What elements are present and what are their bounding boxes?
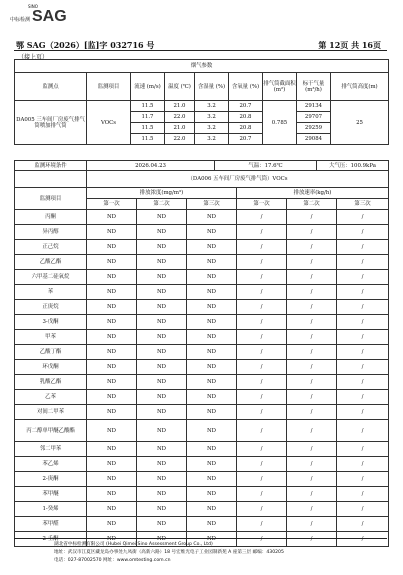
table-cell: /: [337, 487, 389, 502]
table-cell: /: [337, 330, 389, 345]
compound-name: 甲苯: [15, 330, 87, 345]
table-cell: ND: [87, 300, 137, 315]
table-cell: /: [337, 345, 389, 360]
table-cell: /: [287, 532, 337, 547]
monitoring-point: DA005 三车间厂房废气排气筒喷加排气筒: [15, 101, 87, 145]
compound-name: 丙酮: [15, 210, 87, 225]
table-row: [15, 502, 389, 517]
footer-address: 地址：武汉市江夏区藏龙岛办事处九凤街（高新六路）18 号宏维光电子工业园制新苑 A 座第三层 邮编：430205: [54, 550, 284, 555]
table-cell: 3.2: [195, 134, 229, 145]
table-row: [15, 360, 389, 375]
table-cell: ND: [187, 315, 237, 330]
table-cell: ND: [137, 487, 187, 502]
col-header: 含氧量 (%): [229, 73, 263, 101]
table-cell: ND: [137, 360, 187, 375]
table-cell: /: [237, 517, 287, 532]
table-cell: /: [287, 240, 337, 255]
table-cell: 20.7: [229, 134, 263, 145]
col-header: 排气筒高度(m): [331, 73, 389, 101]
table-row: [15, 390, 389, 405]
table-cell: ND: [87, 225, 137, 240]
sub-header: 第二次: [137, 199, 187, 210]
table-cell: /: [237, 210, 287, 225]
table-cell: /: [337, 405, 389, 420]
table-cell: /: [237, 240, 287, 255]
table-title: （DA006 五车间厂房废气排气筒）VOCs: [87, 171, 389, 188]
table-cell: 21.0: [165, 123, 195, 134]
table-cell: /: [237, 390, 287, 405]
table-row: [15, 487, 389, 502]
env-temperature: 气温：17.6℃: [215, 161, 317, 171]
table-cell: /: [337, 457, 389, 472]
table-cell: /: [237, 270, 287, 285]
env-date: 2026.04.23: [87, 161, 215, 171]
compound-name: 1-癸烯: [15, 502, 87, 517]
table-cell: 20.8: [229, 123, 263, 134]
table-cell: ND: [187, 300, 237, 315]
table-cell: ND: [137, 225, 187, 240]
table-cell: /: [287, 330, 337, 345]
table-cell: ND: [187, 225, 237, 240]
table-cell: 11.5: [131, 134, 165, 145]
table-cell: /: [287, 285, 337, 300]
col-header: 标干气量 (m³/h): [297, 73, 331, 101]
table-row: [15, 210, 389, 225]
table-cell: /: [287, 442, 337, 457]
sub-header: 第二次: [287, 199, 337, 210]
table-cell: ND: [187, 502, 237, 517]
sub-header: 第三次: [187, 199, 237, 210]
company-logo: [10, 4, 80, 36]
voc-rows: [15, 210, 389, 547]
table-row: [15, 457, 389, 472]
table-cell: /: [287, 360, 337, 375]
table-cell: ND: [187, 345, 237, 360]
table-row: [15, 330, 389, 345]
table-cell: ND: [187, 420, 237, 442]
table-cell: /: [237, 330, 287, 345]
table-cell: ND: [187, 285, 237, 300]
table-cell: /: [287, 315, 337, 330]
table-cell: /: [337, 375, 389, 390]
table-cell: 22.0: [165, 112, 195, 123]
table-cell: /: [237, 472, 287, 487]
table-cell: ND: [137, 502, 187, 517]
table-cell: /: [237, 375, 287, 390]
compound-name: 正己烷: [15, 240, 87, 255]
table-cell: ND: [187, 517, 237, 532]
table-cell: /: [287, 375, 337, 390]
table-cell: /: [337, 270, 389, 285]
table-cell: ND: [137, 210, 187, 225]
table-cell: /: [237, 255, 287, 270]
table-cell: ND: [187, 360, 237, 375]
table-cell: 29084: [297, 134, 331, 145]
table-cell: ND: [187, 532, 237, 547]
table-row: [15, 315, 389, 330]
table-cell: /: [287, 210, 337, 225]
table-cell: /: [337, 420, 389, 442]
table-cell: ND: [87, 255, 137, 270]
table-cell: /: [337, 225, 389, 240]
table-cell: /: [287, 270, 337, 285]
col-header: 流速 (m/s): [131, 73, 165, 101]
stack-height: 25: [331, 101, 389, 145]
table-cell: ND: [87, 330, 137, 345]
table-cell: ND: [187, 375, 237, 390]
table-title: 烟气参数: [15, 60, 389, 73]
compound-name: 苯乙烯: [15, 457, 87, 472]
table-row: [15, 240, 389, 255]
table-cell: ND: [137, 390, 187, 405]
col-header: 排气筒截面积 (m²): [263, 73, 297, 101]
table-cell: ND: [87, 502, 137, 517]
table-cell: ND: [137, 472, 187, 487]
col-header: 温度 (℃): [165, 73, 195, 101]
table-cell: 20.8: [229, 112, 263, 123]
table-cell: ND: [137, 375, 187, 390]
table-cell: /: [337, 390, 389, 405]
table-cell: ND: [137, 532, 187, 547]
compound-name: 3-戊酮: [15, 315, 87, 330]
table-row: [15, 472, 389, 487]
table-cell: /: [287, 487, 337, 502]
table-cell: ND: [137, 330, 187, 345]
compound-name: 2-庚酮: [15, 472, 87, 487]
table-cell: ND: [87, 532, 137, 547]
table-row: [15, 285, 389, 300]
table-cell: /: [237, 442, 287, 457]
compound-name: 苯甲醛: [15, 517, 87, 532]
sub-header: 第一次: [237, 199, 287, 210]
table-cell: /: [237, 457, 287, 472]
item-header: 监测项目: [15, 188, 87, 210]
header-divider: [14, 50, 387, 51]
table-cell: /: [337, 255, 389, 270]
flue-gas-parameter-table: [14, 59, 389, 145]
table-cell: ND: [87, 405, 137, 420]
table-cell: /: [237, 315, 287, 330]
table-cell: ND: [87, 285, 137, 300]
table-cell: ND: [187, 210, 237, 225]
table-cell: /: [337, 300, 389, 315]
monitoring-item: VOCs: [87, 101, 131, 145]
table-cell: /: [237, 532, 287, 547]
table-row: [15, 517, 389, 532]
table-cell: 29134: [297, 101, 331, 112]
table-cell: ND: [87, 345, 137, 360]
table-cell: ND: [137, 270, 187, 285]
table-cell: /: [287, 457, 337, 472]
col-header: 监测项目: [87, 73, 131, 101]
table-cell: ND: [187, 457, 237, 472]
table-row: [15, 270, 389, 285]
table-cell: /: [287, 345, 337, 360]
table-cell: /: [237, 360, 287, 375]
table-cell: /: [337, 517, 389, 532]
table-cell: ND: [187, 390, 237, 405]
table-cell: /: [337, 502, 389, 517]
footer: [54, 541, 284, 565]
compound-name: 乙酸乙酯: [15, 255, 87, 270]
table-cell: ND: [87, 442, 137, 457]
table-row: [15, 255, 389, 270]
table-cell: /: [237, 405, 287, 420]
compound-name: 邻二甲苯: [15, 442, 87, 457]
table-cell: 29707: [297, 112, 331, 123]
compound-name: 乙苯: [15, 390, 87, 405]
table-cell: ND: [137, 420, 187, 442]
table-cell: ND: [137, 255, 187, 270]
concentration-header: 排放浓度(mg/m³): [87, 188, 237, 199]
table-cell: ND: [87, 420, 137, 442]
stack-area: 0.785: [263, 101, 297, 145]
report-number: 鄂 SAG（2026）[监]字 032716 号: [16, 40, 155, 50]
table-row: [15, 405, 389, 420]
compound-name: 丙二醇单甲醚乙酸酯: [15, 420, 87, 442]
table-cell: ND: [87, 375, 137, 390]
table-cell: /: [287, 405, 337, 420]
table-cell: ND: [187, 442, 237, 457]
table-row: [15, 420, 389, 442]
table-cell: ND: [187, 255, 237, 270]
table-cell: ND: [87, 210, 137, 225]
table-cell: ND: [87, 360, 137, 375]
table-cell: 29259: [297, 123, 331, 134]
table-cell: 3.2: [195, 101, 229, 112]
compound-name: 六甲基二硅氧烷: [15, 270, 87, 285]
table-cell: ND: [187, 270, 237, 285]
col-header: 含湿量 (%): [195, 73, 229, 101]
table-cell: ND: [87, 240, 137, 255]
sub-header: 第一次: [87, 199, 137, 210]
table-cell: ND: [87, 457, 137, 472]
table-cell: ND: [87, 390, 137, 405]
table-cell: /: [337, 442, 389, 457]
table-cell: ND: [137, 457, 187, 472]
logo-brand: SAG: [32, 8, 67, 25]
table-cell: 20.7: [229, 101, 263, 112]
table-cell: /: [337, 360, 389, 375]
logo-small-cn: 中标检测: [10, 17, 31, 23]
table-cell: ND: [187, 472, 237, 487]
table-cell: ND: [187, 240, 237, 255]
table-row: [15, 225, 389, 240]
footer-divider: [14, 538, 387, 539]
table-cell: 3.2: [195, 112, 229, 123]
table-cell: ND: [87, 270, 137, 285]
table-cell: ND: [137, 300, 187, 315]
table-cell: /: [287, 300, 337, 315]
voc-results-table: [14, 170, 389, 547]
continued-label: （接上页）: [18, 54, 49, 61]
table-cell: /: [237, 420, 287, 442]
table-cell: /: [337, 285, 389, 300]
table-cell: /: [287, 255, 337, 270]
table-cell: ND: [87, 315, 137, 330]
compound-name: 异丙醇: [15, 225, 87, 240]
table-cell: ND: [187, 405, 237, 420]
table-cell: /: [337, 315, 389, 330]
sub-header: 第三次: [337, 199, 389, 210]
table-row: [15, 300, 389, 315]
compound-name: 苯甲醚: [15, 487, 87, 502]
table-cell: ND: [137, 240, 187, 255]
table-cell: /: [237, 502, 287, 517]
table-row: [15, 375, 389, 390]
table-cell: /: [287, 472, 337, 487]
table-cell: 22.0: [165, 134, 195, 145]
table-cell: /: [237, 225, 287, 240]
page-info: 第 12页 共 16页: [318, 40, 381, 50]
logo-small-top: SINO: [28, 4, 38, 9]
table-cell: ND: [87, 487, 137, 502]
table-cell: ND: [87, 472, 137, 487]
compound-name: 环戊酮: [15, 360, 87, 375]
table-cell: 11.5: [131, 123, 165, 134]
table-cell: ND: [187, 487, 237, 502]
table-cell: /: [237, 487, 287, 502]
footer-company: 湖北省中标检测有限公司 (Hubei Qimei Sino Assessment Group Co., Ltd): [54, 542, 213, 547]
compound-name: 苯: [15, 285, 87, 300]
table-cell: ND: [137, 405, 187, 420]
table-cell: /: [337, 240, 389, 255]
table-cell: 21.0: [165, 101, 195, 112]
table-row: [15, 345, 389, 360]
compound-name: 对间二甲苯: [15, 405, 87, 420]
table-cell: /: [287, 390, 337, 405]
table-cell: ND: [137, 315, 187, 330]
compound-name: 正庚烷: [15, 300, 87, 315]
col-header: 监测点: [15, 73, 87, 101]
table-cell: /: [337, 210, 389, 225]
table-cell: 11.7: [131, 112, 165, 123]
table-cell: /: [237, 300, 287, 315]
table-cell: /: [337, 472, 389, 487]
table-cell: /: [287, 517, 337, 532]
table-cell: /: [337, 532, 389, 547]
table-cell: 11.5: [131, 101, 165, 112]
table-cell: ND: [87, 517, 137, 532]
rate-header: 排放速率(kg/h): [237, 188, 389, 199]
table-row: [15, 442, 389, 457]
table-cell: 3.2: [195, 123, 229, 134]
env-pressure: 大气压：100.9kPa: [317, 161, 389, 171]
footer-contact: 电话：027-87002570 网址：www.omtesting.com.cn: [54, 558, 171, 563]
table-cell: /: [237, 285, 287, 300]
table-cell: /: [237, 345, 287, 360]
empty-cell: [15, 171, 87, 188]
table-cell: ND: [137, 285, 187, 300]
table-cell: ND: [137, 442, 187, 457]
table-cell: /: [287, 225, 337, 240]
compound-name: 2-壬酮: [15, 532, 87, 547]
compound-name: 乳酸乙酯: [15, 375, 87, 390]
table-cell: ND: [137, 517, 187, 532]
table-cell: /: [287, 502, 337, 517]
compound-name: 乙酸丁酯: [15, 345, 87, 360]
env-label: 监测环境条件: [15, 161, 87, 171]
table-cell: ND: [137, 345, 187, 360]
table-cell: /: [287, 420, 337, 442]
table-cell: ND: [187, 330, 237, 345]
